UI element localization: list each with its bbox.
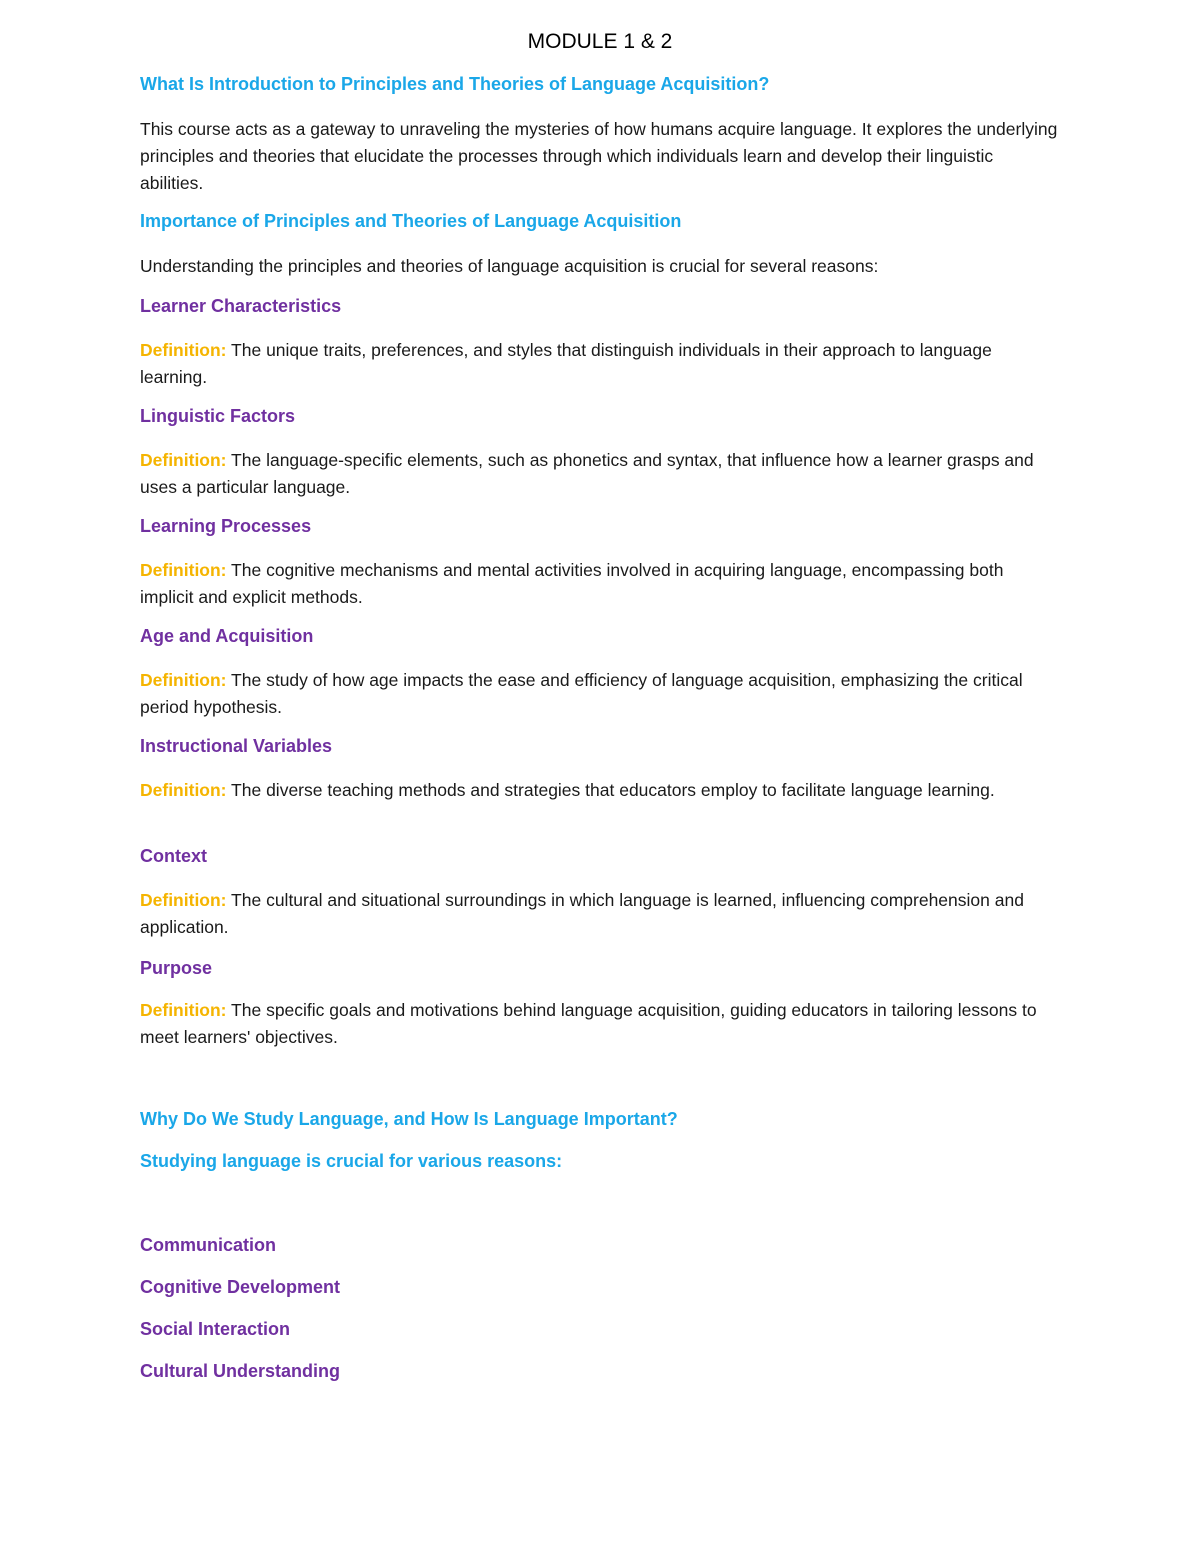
importance-body: Understanding the principles and theories of language acquisition is crucial for several reasons: <box>140 256 879 276</box>
definition-text: The study of how age impacts the ease and efficiency of language acquisition, emphasizing the critical period hypothesis. <box>140 670 1023 717</box>
term-heading: Purpose <box>140 958 213 978</box>
term-definition <box>140 447 1060 501</box>
term-definition <box>140 337 1060 391</box>
term-definition <box>140 777 1060 804</box>
definition-text: The language-specific elements, such as phonetics and syntax, that influence how a learner grasps and uses a particular language. <box>140 450 1034 497</box>
term-definition <box>140 887 1060 941</box>
definition-label: Definition: <box>140 780 227 800</box>
term-heading: Age and Acquisition <box>140 626 314 646</box>
term-definition <box>140 997 1060 1051</box>
term-heading: Learning Processes <box>140 516 312 536</box>
intro-heading: What Is Introduction to Principles and Theories of Language Acquisition? <box>140 74 770 94</box>
definition-text: The unique traits, preferences, and styles that distinguish individuals in their approach to language learning. <box>140 340 992 387</box>
definition-label: Definition: <box>140 890 227 910</box>
why-heading: Why Do We Study Language, and How Is Language Important? <box>140 1109 678 1129</box>
reason-item: Social Interaction <box>140 1319 291 1339</box>
definition-text: The specific goals and motivations behind language acquisition, guiding educators in tailoring lessons to meet learners' objectives. <box>140 1000 1037 1047</box>
term-heading: Learner Characteristics <box>140 296 342 316</box>
term-definition <box>140 557 1060 611</box>
importance-heading: Importance of Principles and Theories of Language Acquisition <box>140 211 682 231</box>
definition-text: The diverse teaching methods and strategies that educators employ to facilitate language learning. <box>226 780 995 800</box>
reason-item: Communication <box>140 1235 277 1255</box>
term-heading: Context <box>140 846 207 866</box>
page-title: MODULE 1 & 2 <box>527 30 673 53</box>
term-heading: Linguistic Factors <box>140 406 296 426</box>
definition-label: Definition: <box>140 1000 227 1020</box>
definition-label: Definition: <box>140 670 227 690</box>
intro-body: This course acts as a gateway to unraveling the mysteries of how humans acquire language. It explores the underlying principles and theories that elucidate the processes through which individuals learn and develop their linguistic abilities. <box>140 119 1058 193</box>
definition-text: The cognitive mechanisms and mental activities involved in acquiring language, encompassing both implicit and explicit methods. <box>140 560 1004 607</box>
why-subheading: Studying language is crucial for various reasons: <box>140 1151 563 1171</box>
reason-item: Cognitive Development <box>140 1277 341 1297</box>
definition-text: The cultural and situational surroundings in which language is learned, influencing comprehension and application. <box>140 890 1024 937</box>
reason-item: Cultural Understanding <box>140 1361 341 1381</box>
term-definition <box>140 667 1060 721</box>
term-heading: Instructional Variables <box>140 736 333 756</box>
definition-label: Definition: <box>140 560 227 580</box>
definition-label: Definition: <box>140 450 227 470</box>
definition-label: Definition: <box>140 340 227 360</box>
